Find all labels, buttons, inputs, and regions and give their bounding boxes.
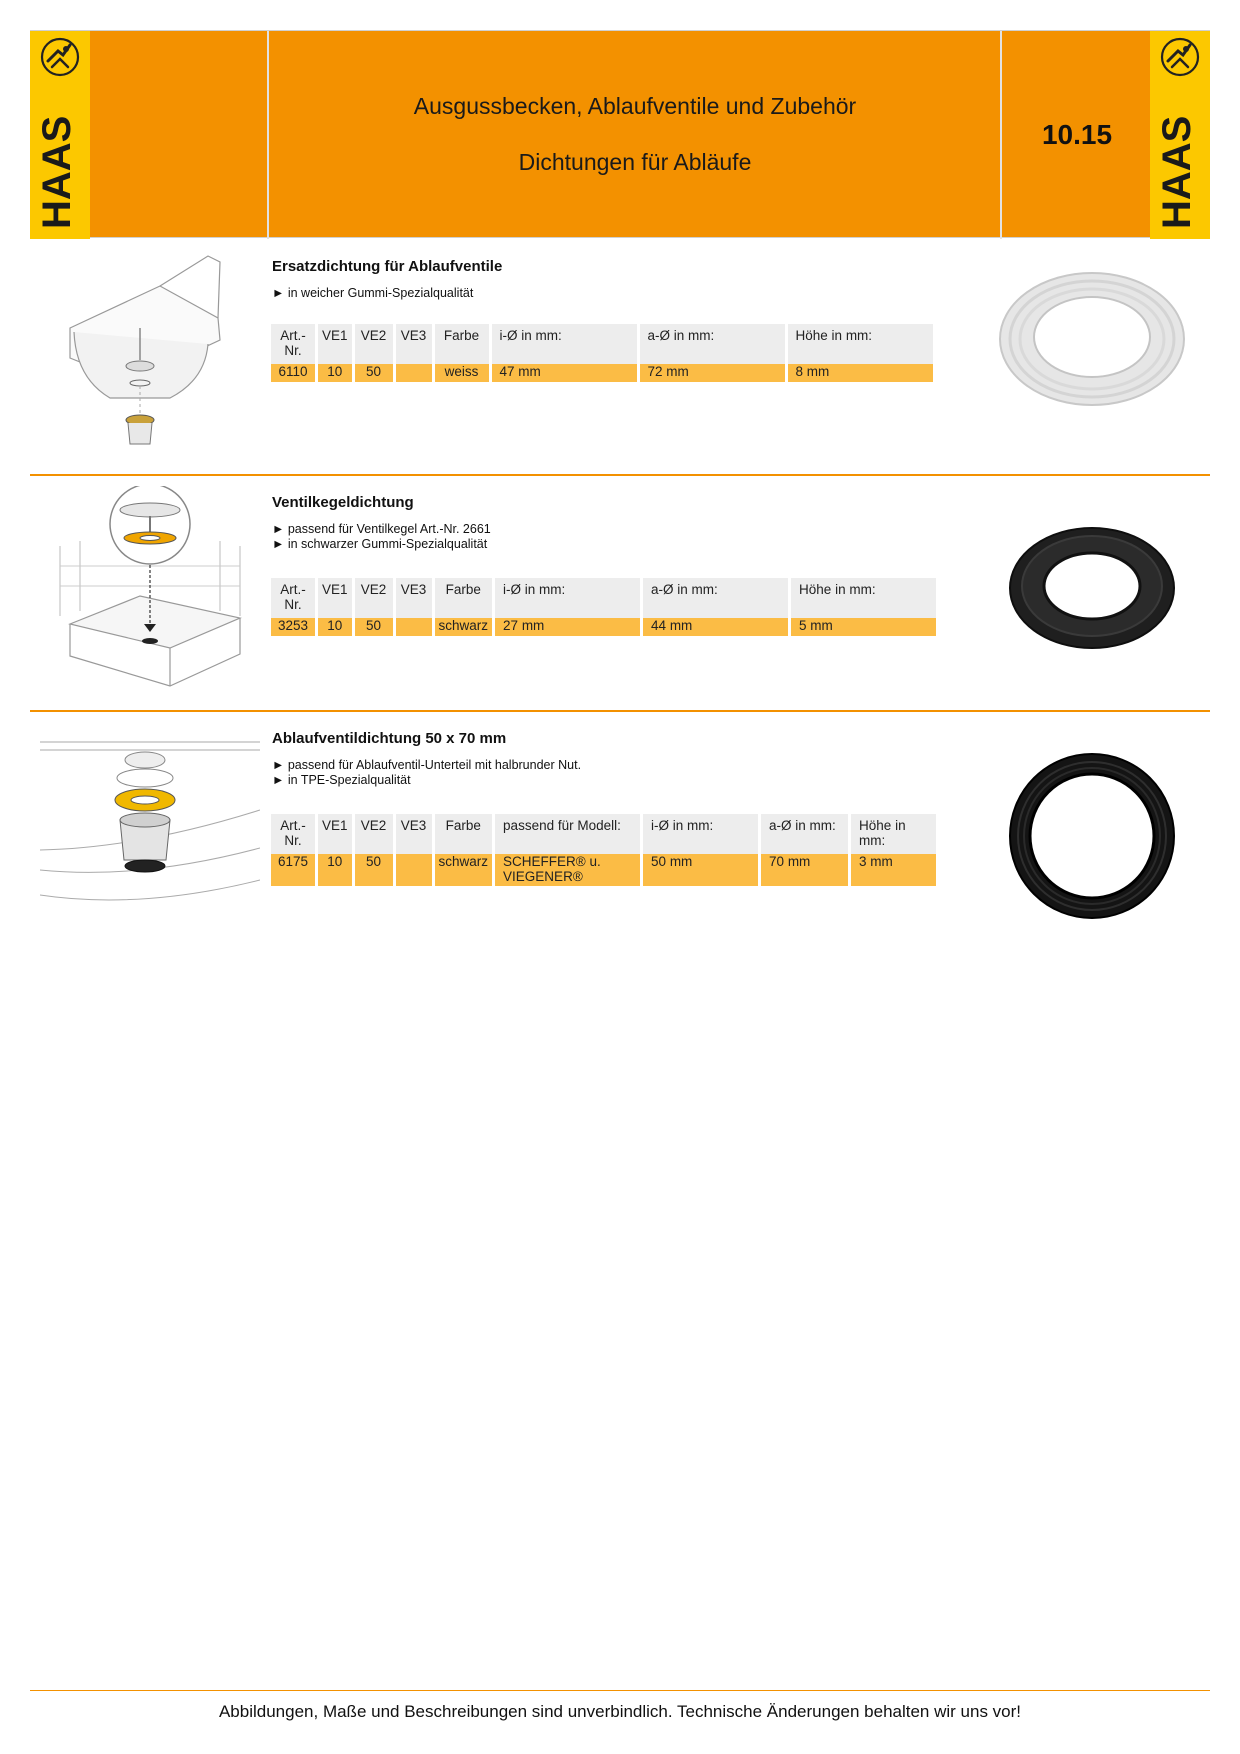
- cell-ve3: [396, 854, 432, 886]
- col-outer-diameter: a-Ø in mm:: [643, 578, 788, 618]
- cell-height: 5 mm: [791, 618, 936, 636]
- cell-art-nr: 6175: [271, 854, 315, 886]
- haas-logo-text: HAAS: [35, 115, 79, 229]
- table-header-row: [271, 578, 936, 618]
- spec-table: [268, 578, 939, 636]
- col-ve2: VE2: [355, 324, 393, 364]
- spec-table: [268, 324, 936, 382]
- cell-ve3: [396, 618, 432, 636]
- product-title: Ablaufventildichtung 50 x 70 mm: [272, 730, 507, 747]
- black-tpe-ring-image: [985, 748, 1200, 928]
- spec-table: [268, 814, 939, 886]
- product-bullet: ► passend für Ventilkegel Art.-Nr. 2661: [272, 522, 491, 536]
- col-height: Höhe in mm:: [791, 578, 936, 618]
- cell-inner-diameter: 47 mm: [492, 364, 637, 382]
- header-divider: [267, 31, 269, 239]
- col-art-nr: Art.-Nr.: [271, 578, 315, 618]
- cell-art-nr: 3253: [271, 618, 315, 636]
- haas-logo-left: [30, 31, 90, 239]
- cell-ve1: 10: [318, 854, 352, 886]
- cell-ve2: 50: [355, 618, 393, 636]
- section-divider: [30, 474, 1210, 476]
- section-divider: [30, 710, 1210, 712]
- cell-ve3: [396, 364, 432, 382]
- product-bullet: ► passend für Ablaufventil-Unterteil mit halbrunder Nut.: [272, 758, 582, 772]
- cell-height: 3 mm: [851, 854, 936, 886]
- product-bullet: ► in TPE-Spezialqualität: [272, 773, 411, 787]
- product-bullet: ► in schwarzer Gummi-Spezialqualität: [272, 537, 488, 551]
- col-art-nr: Art.-Nr.: [271, 324, 315, 364]
- cell-farbe: schwarz: [435, 854, 493, 886]
- cell-inner-diameter: 50 mm: [643, 854, 758, 886]
- cell-farbe: weiss: [435, 364, 489, 382]
- footer-disclaimer: Abbildungen, Maße und Beschreibungen sind unverbindlich. Technische Änderungen behalten wir uns vor!: [218, 1702, 1022, 1721]
- product-section: [30, 482, 1210, 710]
- col-farbe: Farbe: [435, 324, 489, 364]
- cell-art-nr: 6110: [271, 364, 315, 382]
- haas-logo-right: [1150, 31, 1210, 239]
- white-gasket-ring-image: [985, 264, 1200, 414]
- product-title: Ersatzdichtung für Ablaufventile: [272, 258, 503, 275]
- cell-ve2: 50: [355, 854, 393, 886]
- col-ve2: VE2: [355, 814, 393, 854]
- cell-outer-diameter: 70 mm: [761, 854, 848, 886]
- cell-ve1: 10: [318, 364, 352, 382]
- table-header-row: [271, 814, 936, 854]
- col-modell: passend für Modell:: [495, 814, 640, 854]
- col-height: Höhe in mm:: [788, 324, 933, 364]
- cell-outer-diameter: 44 mm: [643, 618, 788, 636]
- col-inner-diameter: i-Ø in mm:: [643, 814, 758, 854]
- product-section: [30, 718, 1210, 938]
- cell-farbe: schwarz: [435, 618, 493, 636]
- col-art-nr: Art.-Nr.: [271, 814, 315, 854]
- cell-ve2: 50: [355, 364, 393, 382]
- cell-ve1: 10: [318, 618, 352, 636]
- col-ve1: VE1: [318, 578, 352, 618]
- cell-inner-diameter: 27 mm: [495, 618, 640, 636]
- col-ve1: VE1: [318, 324, 352, 364]
- page-number: 10.15: [1041, 119, 1113, 150]
- black-gasket-ring-image: [985, 516, 1200, 656]
- col-ve3: VE3: [396, 324, 432, 364]
- col-farbe: Farbe: [435, 578, 493, 618]
- page-subtitle: Dichtungen für Abläufe: [518, 149, 752, 175]
- table-row: [271, 364, 933, 382]
- table-row: [271, 618, 936, 636]
- product-section: [30, 246, 1210, 474]
- col-ve1: VE1: [318, 814, 352, 854]
- haas-logo-text: HAAS: [1155, 115, 1199, 229]
- drain-valve-illustration: [40, 730, 260, 930]
- col-ve2: VE2: [355, 578, 393, 618]
- cell-modell: SCHEFFER® u. VIEGENER®: [495, 854, 640, 886]
- table-row: [271, 854, 936, 886]
- page-header: [30, 30, 1210, 238]
- cell-height: 8 mm: [788, 364, 933, 382]
- footer-divider: [30, 1690, 1210, 1691]
- col-ve3: VE3: [396, 814, 432, 854]
- cell-outer-diameter: 72 mm: [640, 364, 785, 382]
- sink-illustration: [40, 248, 260, 456]
- product-title: Ventilkegeldichtung: [272, 494, 414, 511]
- col-inner-diameter: i-Ø in mm:: [495, 578, 640, 618]
- table-header-row: [271, 324, 933, 364]
- col-farbe: Farbe: [435, 814, 493, 854]
- col-inner-diameter: i-Ø in mm:: [492, 324, 637, 364]
- col-ve3: VE3: [396, 578, 432, 618]
- col-height: Höhe in mm:: [851, 814, 936, 854]
- product-bullet: ► in weicher Gummi-Spezialqualität: [272, 286, 474, 300]
- col-outer-diameter: a-Ø in mm:: [761, 814, 848, 854]
- col-outer-diameter: a-Ø in mm:: [640, 324, 785, 364]
- shower-tray-illustration: [40, 486, 260, 698]
- page-title: Ausgussbecken, Ablaufventile und Zubehör: [413, 93, 857, 119]
